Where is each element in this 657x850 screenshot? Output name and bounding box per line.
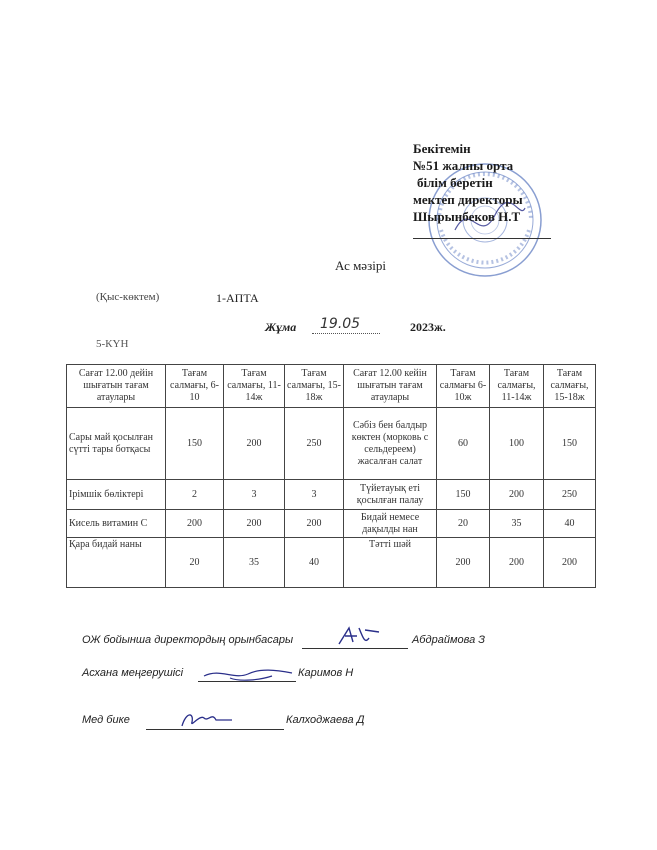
deputy-role: ОЖ бойынша директордың орынбасары [82,634,294,646]
table-row [67,510,596,538]
table-cell: 60 [437,408,490,480]
table-cell: 250 [285,408,344,480]
date-underline [312,333,380,334]
table-cell: 100 [490,408,544,480]
menu-table [66,364,596,588]
canteen-name: Каримов Н [298,667,354,679]
table-cell: 200 [437,538,490,588]
table-cell: 200 [224,510,285,538]
year-label: 2023ж. [410,320,446,334]
table-cell: Ірімшік бөліктері [67,480,166,510]
approval-line: Шырынбеков Н.Т [413,209,521,224]
header-cell: Тағам салмағы, 15-18ж [285,365,344,408]
table-cell: Кисель витамин С [67,510,166,538]
table-cell: 150 [544,408,596,480]
table-row [67,480,596,510]
nurse-role: Мед бике [82,714,130,726]
table-cell: 200 [224,408,285,480]
table-cell: Сары май қосылған сүтті тары ботқасы [67,408,166,480]
approval-line: мектеп директоры [413,192,523,207]
table-cell: 3 [224,480,285,510]
table-cell: 2 [166,480,224,510]
season-label: (Қыс-көктем) [96,291,160,303]
table-cell: 35 [490,510,544,538]
table-cell: Сәбіз бен балдыр көктен (морковь с сельдереем) жасалған салат [344,408,437,480]
header-cell: Тағам салмағы, 6-10 [166,365,224,408]
header-cell: Тағам салмағы, 11-14ж [490,365,544,408]
table-row [67,538,596,588]
week-label: 1-АПТА [216,291,259,305]
table-cell: 200 [166,510,224,538]
canteen-role: Асхана меңгерушісі [82,667,184,679]
table-cell: 200 [285,510,344,538]
table-cell: 250 [544,480,596,510]
table-cell: 200 [490,480,544,510]
header-cell: Сағат 12.00 кейін шығатын тағам атаулары [344,365,437,408]
table-cell: 20 [437,510,490,538]
table-row [67,408,596,480]
header-cell: Тағам салмағы, 11-14ж [224,365,285,408]
approval-block [413,140,523,225]
table-cell: Түйетауық еті қосылған палау [344,480,437,510]
table-cell: 20 [166,538,224,588]
table-cell: Бидай немесе дақылды нан [344,510,437,538]
approval-line: Бекітемін [413,141,471,156]
table-cell: 150 [166,408,224,480]
table-cell: 3 [285,480,344,510]
header-cell: Сағат 12.00 дейін шығатын тағам атаулары [67,365,166,408]
approval-line: №51 жалпы орта [413,158,514,173]
approval-line: білім беретін [417,175,493,190]
day-number: 5-КҮН [96,338,129,350]
table-cell: 35 [224,538,285,588]
day-label: Жұма [265,320,297,334]
header-cell: Тағам салмағы 6-10ж [437,365,490,408]
table-cell: 200 [544,538,596,588]
day-date: 19.05 [320,316,361,332]
table-cell: Қара бидай наны [67,538,166,588]
nurse-signature-icon [176,708,236,730]
approval-signature-line [413,238,551,239]
table-cell: 200 [490,538,544,588]
header-cell: Тағам салмағы, 15-18ж [544,365,596,408]
menu-title: Ас мәзірі [335,258,386,273]
nurse-name: Калходжаева Д [286,714,365,726]
deputy-signature-line [302,648,408,649]
canteen-signature-icon [200,664,296,684]
table-cell: 150 [437,480,490,510]
table-cell: 40 [544,510,596,538]
table-header-row [67,365,596,408]
table-cell: Тәтті шәй [344,538,437,588]
deputy-name: Абдраймова З [412,634,486,646]
deputy-signature-icon [335,624,383,648]
table-cell: 40 [285,538,344,588]
